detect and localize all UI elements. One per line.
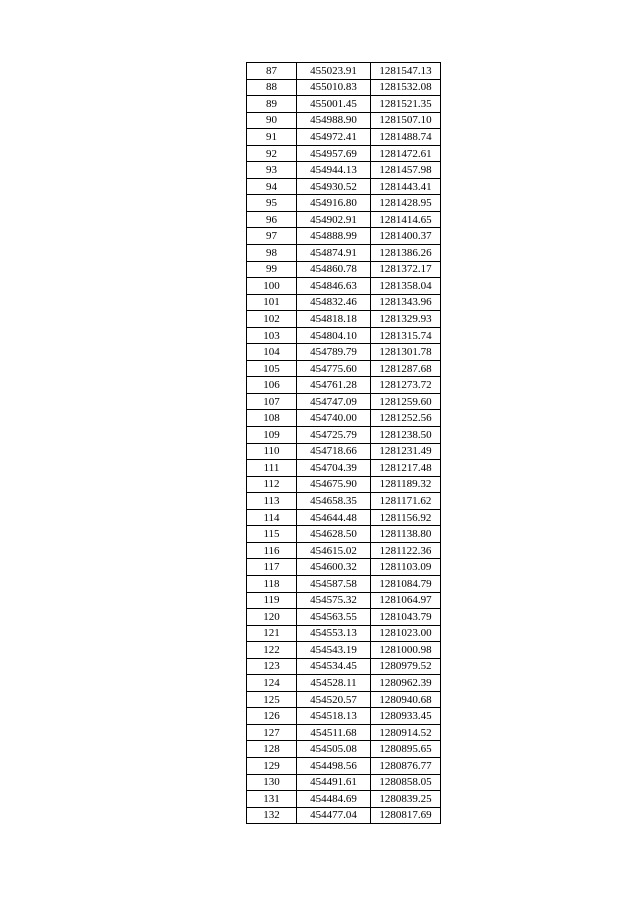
y-coordinate-cell: 1280817.69 <box>371 807 441 824</box>
table-row <box>247 377 441 394</box>
point-number-cell: 130 <box>247 774 297 791</box>
table-row <box>247 443 441 460</box>
table-row <box>247 757 441 774</box>
x-coordinate-cell: 454528.11 <box>297 675 371 692</box>
table-row <box>247 691 441 708</box>
y-coordinate-cell: 1280933.45 <box>371 708 441 725</box>
y-coordinate-cell: 1281386.26 <box>371 245 441 262</box>
y-coordinate-cell: 1281507.10 <box>371 112 441 129</box>
table-row <box>247 211 441 228</box>
x-coordinate-cell: 454644.48 <box>297 509 371 526</box>
y-coordinate-cell: 1281400.37 <box>371 228 441 245</box>
point-number-cell: 118 <box>247 575 297 592</box>
y-coordinate-cell: 1280940.68 <box>371 691 441 708</box>
x-coordinate-cell: 454832.46 <box>297 294 371 311</box>
table-row <box>247 195 441 212</box>
table-row <box>247 344 441 361</box>
table-row <box>247 493 441 510</box>
x-coordinate-cell: 454511.68 <box>297 724 371 741</box>
table-row <box>247 112 441 129</box>
point-number-cell: 131 <box>247 791 297 808</box>
table-row <box>247 675 441 692</box>
table-row <box>247 79 441 96</box>
table-row <box>247 774 441 791</box>
point-number-cell: 93 <box>247 162 297 179</box>
x-coordinate-cell: 454804.10 <box>297 327 371 344</box>
x-coordinate-cell: 454775.60 <box>297 360 371 377</box>
x-coordinate-cell: 454740.00 <box>297 410 371 427</box>
point-number-cell: 132 <box>247 807 297 824</box>
x-coordinate-cell: 455010.83 <box>297 79 371 96</box>
point-number-cell: 111 <box>247 460 297 477</box>
table-row <box>247 526 441 543</box>
table-row <box>247 791 441 808</box>
y-coordinate-cell: 1281547.13 <box>371 63 441 80</box>
y-coordinate-cell: 1281343.96 <box>371 294 441 311</box>
y-coordinate-cell: 1281329.93 <box>371 311 441 328</box>
point-number-cell: 112 <box>247 476 297 493</box>
y-coordinate-cell: 1281521.35 <box>371 96 441 113</box>
point-number-cell: 105 <box>247 360 297 377</box>
x-coordinate-cell: 454615.02 <box>297 542 371 559</box>
table-row <box>247 311 441 328</box>
table-row <box>247 658 441 675</box>
x-coordinate-cell: 454988.90 <box>297 112 371 129</box>
point-number-cell: 97 <box>247 228 297 245</box>
point-number-cell: 127 <box>247 724 297 741</box>
point-number-cell: 98 <box>247 245 297 262</box>
point-number-cell: 123 <box>247 658 297 675</box>
table-row <box>247 96 441 113</box>
x-coordinate-cell: 454543.19 <box>297 642 371 659</box>
x-coordinate-cell: 454534.45 <box>297 658 371 675</box>
x-coordinate-cell: 454505.08 <box>297 741 371 758</box>
y-coordinate-cell: 1281472.61 <box>371 145 441 162</box>
point-number-cell: 99 <box>247 261 297 278</box>
y-coordinate-cell: 1281122.36 <box>371 542 441 559</box>
table-row <box>247 642 441 659</box>
x-coordinate-cell: 454818.18 <box>297 311 371 328</box>
x-coordinate-cell: 454944.13 <box>297 162 371 179</box>
x-coordinate-cell: 454789.79 <box>297 344 371 361</box>
point-number-cell: 117 <box>247 559 297 576</box>
point-number-cell: 88 <box>247 79 297 96</box>
y-coordinate-cell: 1280914.52 <box>371 724 441 741</box>
x-coordinate-cell: 454888.99 <box>297 228 371 245</box>
table-row <box>247 708 441 725</box>
y-coordinate-cell: 1281488.74 <box>371 129 441 146</box>
table-row <box>247 427 441 444</box>
table-row <box>247 410 441 427</box>
x-coordinate-cell: 454575.32 <box>297 592 371 609</box>
y-coordinate-cell: 1280876.77 <box>371 757 441 774</box>
y-coordinate-cell: 1281238.50 <box>371 427 441 444</box>
y-coordinate-cell: 1281259.60 <box>371 393 441 410</box>
x-coordinate-cell: 454874.91 <box>297 245 371 262</box>
table-row <box>247 592 441 609</box>
y-coordinate-cell: 1280962.39 <box>371 675 441 692</box>
point-number-cell: 107 <box>247 393 297 410</box>
x-coordinate-cell: 454675.90 <box>297 476 371 493</box>
point-number-cell: 125 <box>247 691 297 708</box>
x-coordinate-cell: 454860.78 <box>297 261 371 278</box>
point-number-cell: 108 <box>247 410 297 427</box>
point-number-cell: 89 <box>247 96 297 113</box>
point-number-cell: 122 <box>247 642 297 659</box>
point-number-cell: 104 <box>247 344 297 361</box>
y-coordinate-cell: 1281156.92 <box>371 509 441 526</box>
point-number-cell: 114 <box>247 509 297 526</box>
point-number-cell: 124 <box>247 675 297 692</box>
y-coordinate-cell: 1281414.65 <box>371 211 441 228</box>
x-coordinate-cell: 454628.50 <box>297 526 371 543</box>
y-coordinate-cell: 1281231.49 <box>371 443 441 460</box>
x-coordinate-cell: 454725.79 <box>297 427 371 444</box>
point-number-cell: 119 <box>247 592 297 609</box>
point-number-cell: 121 <box>247 625 297 642</box>
point-number-cell: 90 <box>247 112 297 129</box>
table-row <box>247 509 441 526</box>
y-coordinate-cell: 1281273.72 <box>371 377 441 394</box>
x-coordinate-cell: 454930.52 <box>297 178 371 195</box>
table-row <box>247 178 441 195</box>
table-row <box>247 393 441 410</box>
x-coordinate-cell: 455023.91 <box>297 63 371 80</box>
y-coordinate-cell: 1281171.62 <box>371 493 441 510</box>
table-row <box>247 609 441 626</box>
x-coordinate-cell: 454658.35 <box>297 493 371 510</box>
table-row <box>247 559 441 576</box>
y-coordinate-cell: 1280858.05 <box>371 774 441 791</box>
table-row <box>247 460 441 477</box>
table-row <box>247 63 441 80</box>
coordinate-table-body <box>247 63 441 824</box>
x-coordinate-cell: 454957.69 <box>297 145 371 162</box>
table-row <box>247 278 441 295</box>
point-number-cell: 106 <box>247 377 297 394</box>
x-coordinate-cell: 454491.61 <box>297 774 371 791</box>
y-coordinate-cell: 1281358.04 <box>371 278 441 295</box>
y-coordinate-cell: 1281103.09 <box>371 559 441 576</box>
x-coordinate-cell: 454600.32 <box>297 559 371 576</box>
y-coordinate-cell: 1280839.25 <box>371 791 441 808</box>
point-number-cell: 96 <box>247 211 297 228</box>
y-coordinate-cell: 1281301.78 <box>371 344 441 361</box>
x-coordinate-cell: 454916.80 <box>297 195 371 212</box>
coordinate-table <box>246 62 441 824</box>
y-coordinate-cell: 1280895.65 <box>371 741 441 758</box>
point-number-cell: 103 <box>247 327 297 344</box>
point-number-cell: 100 <box>247 278 297 295</box>
table-row <box>247 245 441 262</box>
point-number-cell: 113 <box>247 493 297 510</box>
point-number-cell: 120 <box>247 609 297 626</box>
x-coordinate-cell: 454747.09 <box>297 393 371 410</box>
y-coordinate-cell: 1281457.98 <box>371 162 441 179</box>
x-coordinate-cell: 454587.58 <box>297 575 371 592</box>
point-number-cell: 102 <box>247 311 297 328</box>
x-coordinate-cell: 454484.69 <box>297 791 371 808</box>
point-number-cell: 129 <box>247 757 297 774</box>
table-row <box>247 476 441 493</box>
point-number-cell: 92 <box>247 145 297 162</box>
x-coordinate-cell: 455001.45 <box>297 96 371 113</box>
point-number-cell: 126 <box>247 708 297 725</box>
x-coordinate-cell: 454902.91 <box>297 211 371 228</box>
y-coordinate-cell: 1281023.00 <box>371 625 441 642</box>
point-number-cell: 94 <box>247 178 297 195</box>
y-coordinate-cell: 1281043.79 <box>371 609 441 626</box>
y-coordinate-cell: 1281064.97 <box>371 592 441 609</box>
point-number-cell: 115 <box>247 526 297 543</box>
point-number-cell: 87 <box>247 63 297 80</box>
y-coordinate-cell: 1281428.95 <box>371 195 441 212</box>
table-row <box>247 807 441 824</box>
x-coordinate-cell: 454972.41 <box>297 129 371 146</box>
table-row <box>247 228 441 245</box>
table-row <box>247 261 441 278</box>
x-coordinate-cell: 454563.55 <box>297 609 371 626</box>
y-coordinate-cell: 1281084.79 <box>371 575 441 592</box>
x-coordinate-cell: 454520.57 <box>297 691 371 708</box>
y-coordinate-cell: 1281532.08 <box>371 79 441 96</box>
point-number-cell: 91 <box>247 129 297 146</box>
y-coordinate-cell: 1281252.56 <box>371 410 441 427</box>
x-coordinate-cell: 454718.66 <box>297 443 371 460</box>
table-row <box>247 360 441 377</box>
table-row <box>247 724 441 741</box>
point-number-cell: 110 <box>247 443 297 460</box>
x-coordinate-cell: 454846.63 <box>297 278 371 295</box>
table-row <box>247 145 441 162</box>
y-coordinate-cell: 1281287.68 <box>371 360 441 377</box>
y-coordinate-cell: 1281315.74 <box>371 327 441 344</box>
y-coordinate-cell: 1281189.32 <box>371 476 441 493</box>
y-coordinate-cell: 1281000.98 <box>371 642 441 659</box>
table-row <box>247 625 441 642</box>
point-number-cell: 116 <box>247 542 297 559</box>
x-coordinate-cell: 454498.56 <box>297 757 371 774</box>
x-coordinate-cell: 454704.39 <box>297 460 371 477</box>
point-number-cell: 101 <box>247 294 297 311</box>
x-coordinate-cell: 454518.13 <box>297 708 371 725</box>
table-row <box>247 542 441 559</box>
table-row <box>247 162 441 179</box>
y-coordinate-cell: 1281443.41 <box>371 178 441 195</box>
y-coordinate-cell: 1280979.52 <box>371 658 441 675</box>
table-row <box>247 327 441 344</box>
table-row <box>247 741 441 758</box>
x-coordinate-cell: 454761.28 <box>297 377 371 394</box>
x-coordinate-cell: 454553.13 <box>297 625 371 642</box>
y-coordinate-cell: 1281372.17 <box>371 261 441 278</box>
table-row <box>247 129 441 146</box>
point-number-cell: 128 <box>247 741 297 758</box>
y-coordinate-cell: 1281138.80 <box>371 526 441 543</box>
table-row <box>247 575 441 592</box>
point-number-cell: 109 <box>247 427 297 444</box>
x-coordinate-cell: 454477.04 <box>297 807 371 824</box>
table-row <box>247 294 441 311</box>
y-coordinate-cell: 1281217.48 <box>371 460 441 477</box>
point-number-cell: 95 <box>247 195 297 212</box>
